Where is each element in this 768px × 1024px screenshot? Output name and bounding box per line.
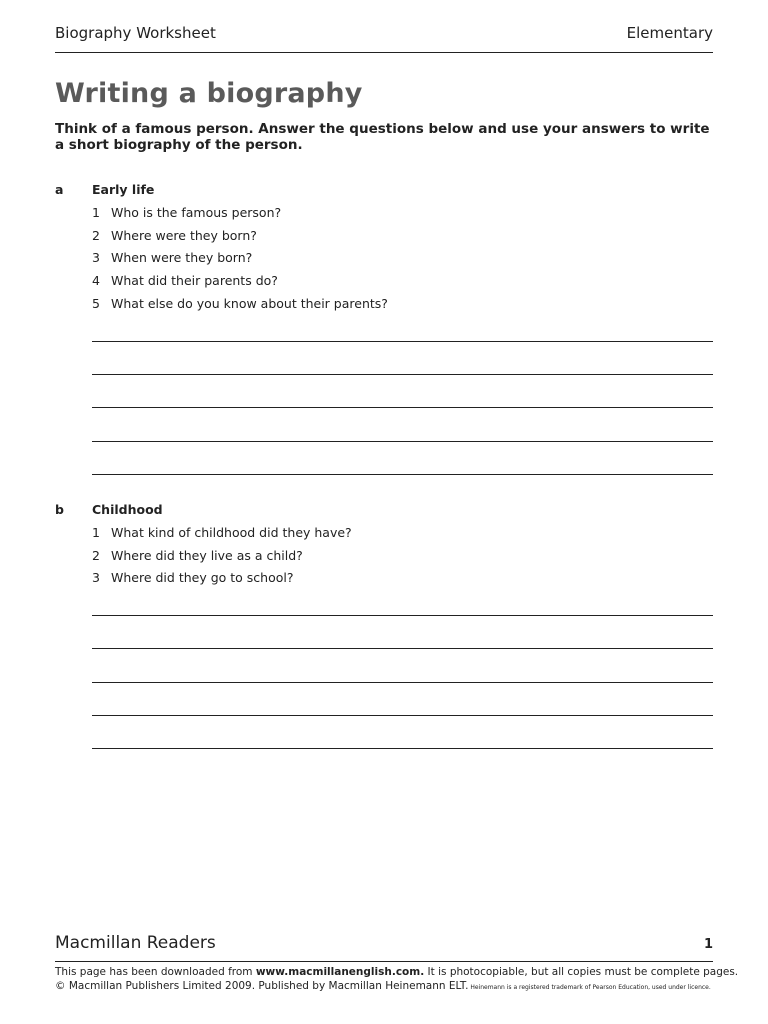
question-item (92, 570, 352, 593)
question-list (92, 205, 388, 318)
question-item (92, 205, 388, 228)
answer-line[interactable] (92, 615, 713, 616)
trademark-note: Heinemann is a registered trademark of Pearson Education, used under licence. (468, 984, 711, 991)
publisher-series: Macmillan Readers (55, 933, 216, 953)
answer-line[interactable] (92, 748, 713, 749)
question-number: 2 (92, 547, 100, 563)
section-heading: Childhood (92, 502, 163, 517)
answer-line[interactable] (92, 682, 713, 683)
publisher-line (55, 980, 711, 992)
question-text: Where did they go to school? (111, 570, 294, 586)
copyright-text: © Macmillan Publishers Limited 2009. Published by Macmillan Heinemann ELT. (55, 980, 469, 992)
answer-line[interactable] (92, 374, 713, 375)
question-number: 5 (92, 295, 100, 311)
question-number: 1 (92, 525, 100, 540)
section-heading: Early life (92, 182, 155, 197)
answer-line[interactable] (92, 441, 713, 442)
question-text: What else do you know about their parents? (111, 295, 388, 311)
instructions: Think of a famous person. Answer the questions below and use your answers to write a short biography of the person. (55, 121, 710, 153)
worksheet-name: Biography Worksheet (55, 24, 216, 42)
question-number: 3 (92, 570, 100, 586)
question-item (92, 548, 352, 571)
answer-line[interactable] (92, 715, 713, 716)
question-list (92, 525, 352, 593)
page-title: Writing a biography (55, 78, 363, 109)
question-item (92, 250, 388, 273)
question-item (92, 525, 352, 548)
answer-line[interactable] (92, 474, 713, 475)
question-text: What kind of childhood did they have? (111, 525, 352, 540)
page-header (55, 24, 713, 53)
question-text: When were they born? (111, 250, 253, 266)
answer-line[interactable] (92, 648, 713, 649)
footer-divider (55, 961, 713, 962)
question-text: What did their parents do? (111, 273, 278, 289)
page-number: 1 (703, 937, 713, 952)
website-link[interactable]: www.macmillanenglish.com. (255, 966, 425, 978)
question-number: 2 (92, 227, 100, 243)
question-text: Where did they live as a child? (111, 547, 303, 563)
question-number: 3 (92, 250, 100, 266)
download-note: This page has been downloaded from (55, 966, 256, 978)
level-label: Elementary (626, 24, 713, 42)
question-number: 1 (92, 205, 100, 220)
question-item (92, 228, 388, 251)
answer-line[interactable] (92, 341, 713, 342)
section-letter: b (55, 502, 64, 517)
question-item (92, 296, 388, 319)
photocopy-note: It is photocopiable, but all copies must be complete pages. (424, 966, 739, 978)
question-text: Who is the famous person? (111, 205, 282, 220)
worksheet-page (55, 0, 739, 1024)
question-text: Where were they born? (111, 227, 257, 243)
answer-line[interactable] (92, 407, 713, 408)
question-number: 4 (92, 273, 100, 289)
copyright-line (55, 966, 738, 978)
question-item (92, 273, 388, 296)
section-letter: a (55, 182, 64, 197)
